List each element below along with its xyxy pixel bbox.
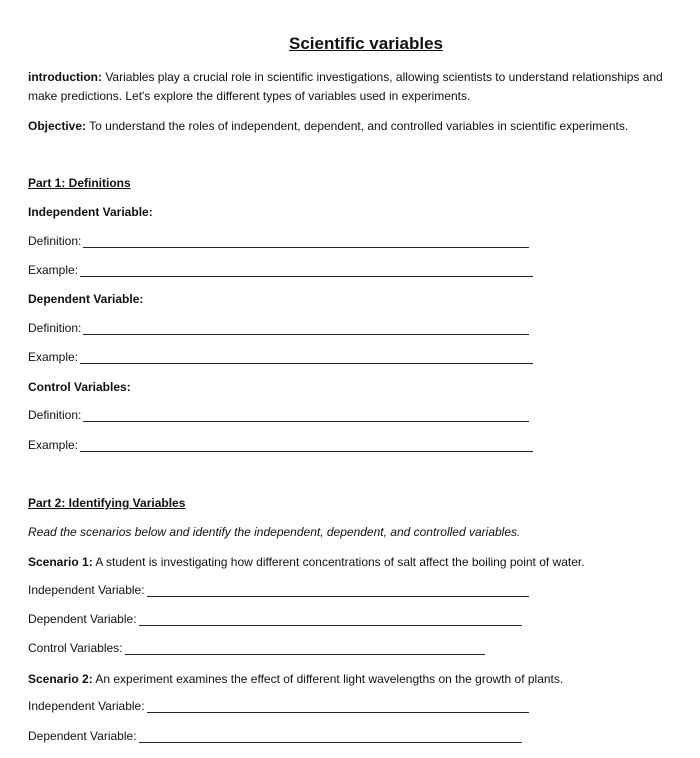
independent-example-row (28, 263, 533, 277)
scenario2-text: An experiment examines the effect of different light wavelengths on the growth of plants. (92, 672, 564, 686)
objective-label: Objective: (28, 119, 87, 133)
scenario1-dependent-blank[interactable] (139, 613, 522, 626)
control-variables-title: Control Variables: (28, 380, 131, 394)
dependent-example-blank[interactable] (80, 351, 533, 364)
scenario2-independent-blank[interactable] (147, 700, 529, 713)
scenario2-paragraph (28, 670, 692, 689)
dependent-example-label: Example: (28, 350, 79, 364)
scenario1-control-row (28, 641, 485, 655)
page-title: Scientific variables (288, 34, 444, 53)
scenario1-paragraph (28, 553, 692, 572)
part1-heading: Part 1: Definitions (28, 176, 131, 190)
part2-instructions: Read the scenarios below and identify the independent, dependent, and controlled variables. (28, 525, 521, 539)
scenario1-independent-row (28, 583, 529, 597)
scenario1-label: Scenario 1: (28, 555, 93, 569)
control-definition-label: Definition: (28, 408, 82, 422)
dependent-example-row (28, 350, 533, 364)
introduction-label: introduction: (28, 70, 102, 84)
scenario2-label: Scenario 2: (28, 672, 93, 686)
scenario2-independent-label: Independent Variable: (28, 699, 145, 713)
independent-example-label: Example: (28, 263, 79, 277)
independent-variable-title: Independent Variable: (28, 205, 153, 219)
scenario1-control-label: Control Variables: (28, 641, 123, 655)
scenario2-independent-row (28, 699, 529, 713)
scenario1-dependent-label: Dependent Variable: (28, 612, 137, 626)
independent-definition-blank[interactable] (83, 235, 529, 248)
introduction-paragraph (28, 68, 692, 106)
independent-definition-row (28, 234, 529, 248)
objective-text: To understand the roles of independent, dependent, and controlled variables in scientific experiments. (86, 119, 629, 133)
dependent-variable-title: Dependent Variable: (28, 292, 144, 306)
introduction-text: Variables play a crucial role in scientific investigations, allowing scientists to understand relationships and make predictions. Let's explore the different types of variables used in experiments. (28, 70, 663, 103)
objective-paragraph (28, 117, 692, 136)
control-definition-row (28, 408, 529, 422)
independent-definition-label: Definition: (28, 234, 82, 248)
scenario1-dependent-row (28, 612, 522, 626)
dependent-definition-blank[interactable] (83, 322, 529, 335)
scenario1-independent-label: Independent Variable: (28, 583, 145, 597)
dependent-definition-label: Definition: (28, 321, 82, 335)
scenario2-dependent-blank[interactable] (139, 730, 522, 743)
control-example-label: Example: (28, 438, 79, 452)
control-definition-blank[interactable] (83, 409, 529, 422)
scenario2-dependent-label: Dependent Variable: (28, 729, 137, 743)
independent-example-blank[interactable] (80, 264, 533, 277)
control-example-blank[interactable] (80, 439, 533, 452)
part2-heading: Part 2: Identifying Variables (28, 496, 186, 510)
scenario1-text: A student is investigating how different concentrations of salt affect the boiling point of water. (92, 555, 585, 569)
scenario1-control-blank[interactable] (125, 642, 485, 655)
scenario2-dependent-row (28, 729, 522, 743)
scenario1-independent-blank[interactable] (147, 584, 529, 597)
control-example-row (28, 438, 533, 452)
dependent-definition-row (28, 321, 529, 335)
